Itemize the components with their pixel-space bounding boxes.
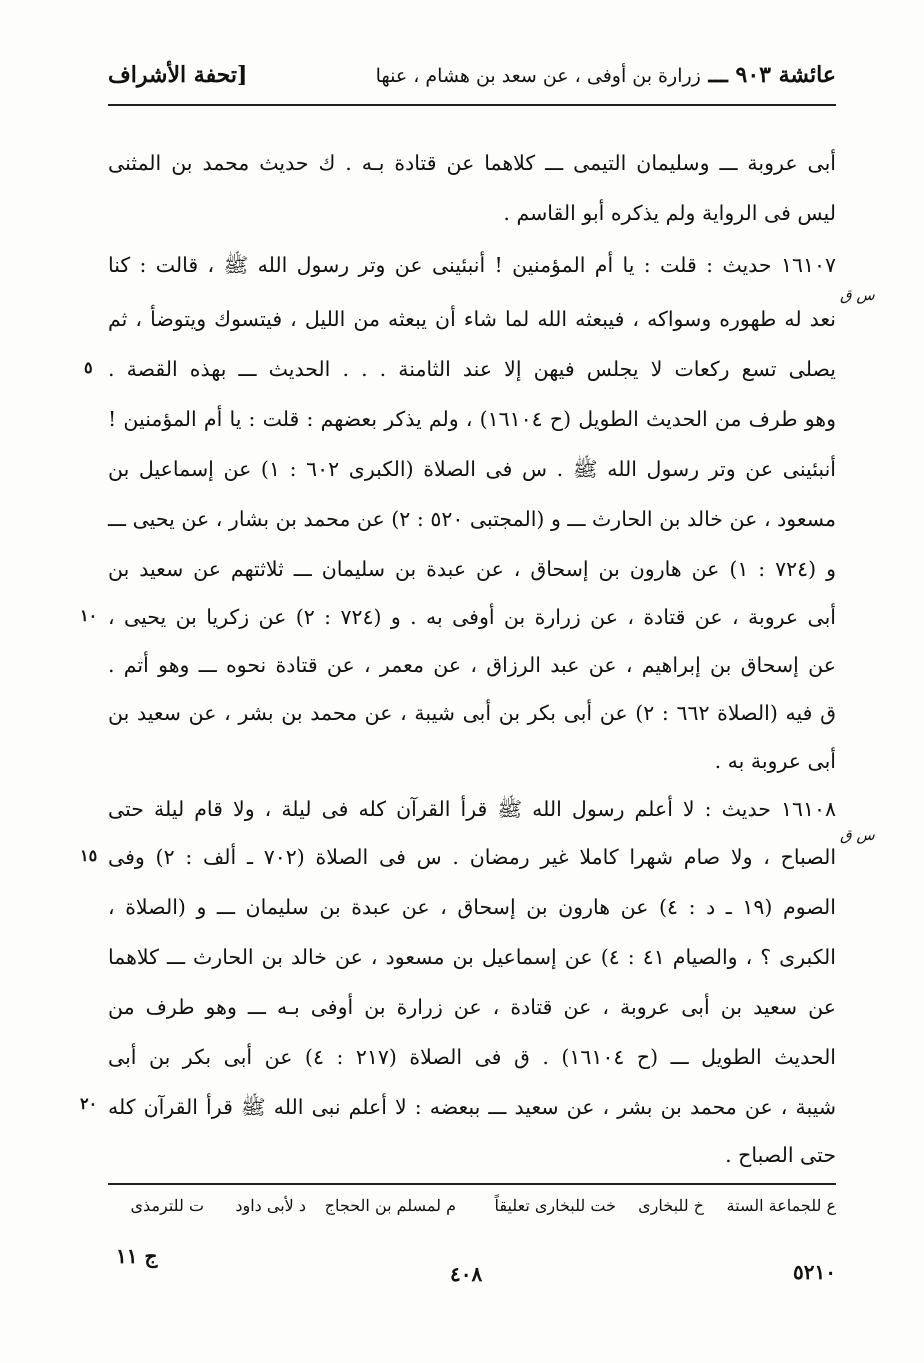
page-number: ٤٠٨ (450, 1262, 483, 1286)
margin-line-number: ١٥ (80, 846, 98, 865)
header-subtitle: زرارة بن أوفى ، عن سعد بن هشام ، عنها (375, 65, 701, 87)
header-right (376, 62, 836, 88)
text-line: شيبة ، عن محمد بن بشر ، عن سعيد ـــ ببعضه : لا أعلم نبى الله ﷺ قرأ القرآن كله (108, 1095, 836, 1119)
text-line: أبى عروبة به . (714, 749, 836, 773)
text-line: الكبرى ؟ ، والصيام ٤١ : ٤) عن إسماعيل بن مسعود ، عن خالد بن الحارث ـــ كلاهما (108, 945, 836, 969)
text-line: الحديث الطويل ـــ (ح ١٦١٠٤) . ق فى الصلاة (٢١٧ : ٤) عن أبى بكر بن أبى (108, 1045, 837, 1069)
legend-item: د لأبى داود (235, 1196, 306, 1215)
entry-number: ٥٢١٠ (793, 1260, 836, 1284)
margin-line-number: ٥ (84, 358, 93, 377)
text-line: الصباح ، ولا صام شهرا كاملا غير رمضان . س فى الصلاة (٧٠٢ ـ ألف : ٢) وفى (108, 845, 837, 869)
legend-item: ع للجماعة الستة (726, 1196, 836, 1215)
text-line: حتى الصباح . (725, 1143, 836, 1167)
text-line: عن إسحاق بن إبراهيم ، عن عبد الرزاق ، عن معمر ، عن قتادة نحوه ـــ وهو أتم . (108, 653, 836, 677)
legend-item: خت للبخارى تعليقاً (494, 1196, 616, 1215)
text-line: و (٧٢٤ : ١) عن هارون بن إسحاق ، عن عبدة بن سليمان ـــ ثلاثتهم عن سعيد بن (108, 557, 836, 581)
header-rule (108, 104, 836, 106)
legend-item: خ للبخارى (638, 1196, 704, 1215)
margin-sigla: س ق (840, 286, 875, 304)
text-line: أبى عروبة ، عن قتادة ، عن زرارة بن أوفى به . و (٧٢٤ : ٢) عن زكريا بن يحيى ، (108, 605, 836, 629)
text-line: مسعود ، عن خالد بن الحارث ـــ و (المجتبى ٥٢٠ : ٢) عن محمد بن بشار ، عن يحيى ـــ (108, 507, 836, 531)
text-line: ليس فى الرواية ولم يذكره أبو القاسم . (503, 201, 836, 225)
text-line: أنبئينى عن وتر رسول الله ﷺ . س فى الصلاة (الكبرى ٦٠٢ : ١) عن إسماعيل بن (108, 457, 836, 481)
volume-number: ج ١١ (116, 1244, 158, 1268)
hadith-16108-heading: ١٦١٠٨ حديث : لا أعلم رسول الله ﷺ قرأ القرآن كله فى ليلة ، ولا قام ليلة حتى (108, 797, 836, 821)
header-book-title: [تحفة الأشراف (108, 62, 248, 88)
header-title: عائشة ٩٠٣ ـــ (708, 62, 836, 88)
text-line: وهو طرف من الحديث الطويل (ح ١٦١٠٤) ، ولم يذكر بعضهم : قلت : يا أم المؤمنين ! (108, 407, 836, 431)
text-line: أبى عروبة ـــ وسليمان التيمى ـــ كلاهما عن قتادة بـه . ﻙ حديث محمد بن المثنى (108, 151, 836, 175)
text-line: يصلى تسع ركعات لا يجلس فيهن إلا عند الثامنة . . . الحديث ـــ بهذه القصة . (108, 357, 836, 381)
margin-sigla: س ق (840, 826, 875, 844)
legend-item: م لمسلم بن الحجاج (324, 1196, 456, 1215)
page-header (108, 52, 836, 102)
text-line: الصوم (١٩ ـ د : ٤) عن هارون بن إسحاق ، عن عبدة بن سليمان ـــ و (الصلاة ، (108, 895, 836, 919)
footer-rule (108, 1183, 836, 1185)
text-line: ق فيه (الصلاة ٦٦٢ : ٢) عن أبى بكر بن أبى شيبة ، عن محمد بن بشر ، عن سعيد بن (108, 701, 836, 725)
abbreviation-legend (108, 1196, 836, 1226)
margin-line-number: ١٠ (80, 606, 98, 625)
legend-item: ت للترمذى (130, 1196, 204, 1215)
hadith-16107-heading: ١٦١٠٧ حديث : قلت : يا أم المؤمنين ! أنبئينى عن وتر رسول الله ﷺ ، قالت : كنا (108, 253, 836, 277)
margin-line-number: ٢٠ (80, 1094, 98, 1113)
text-line: عن سعيد بن أبى عروبة ، عن قتادة ، عن زرارة بن أوفى بـه ـــ وهو طرف من (108, 995, 836, 1019)
text-line: نعد له طهوره وسواكه ، فيبعثه الله لما شاء أن يبعثه من الليل ، فيتسوك ويتوضأ ، ثم (108, 307, 836, 331)
